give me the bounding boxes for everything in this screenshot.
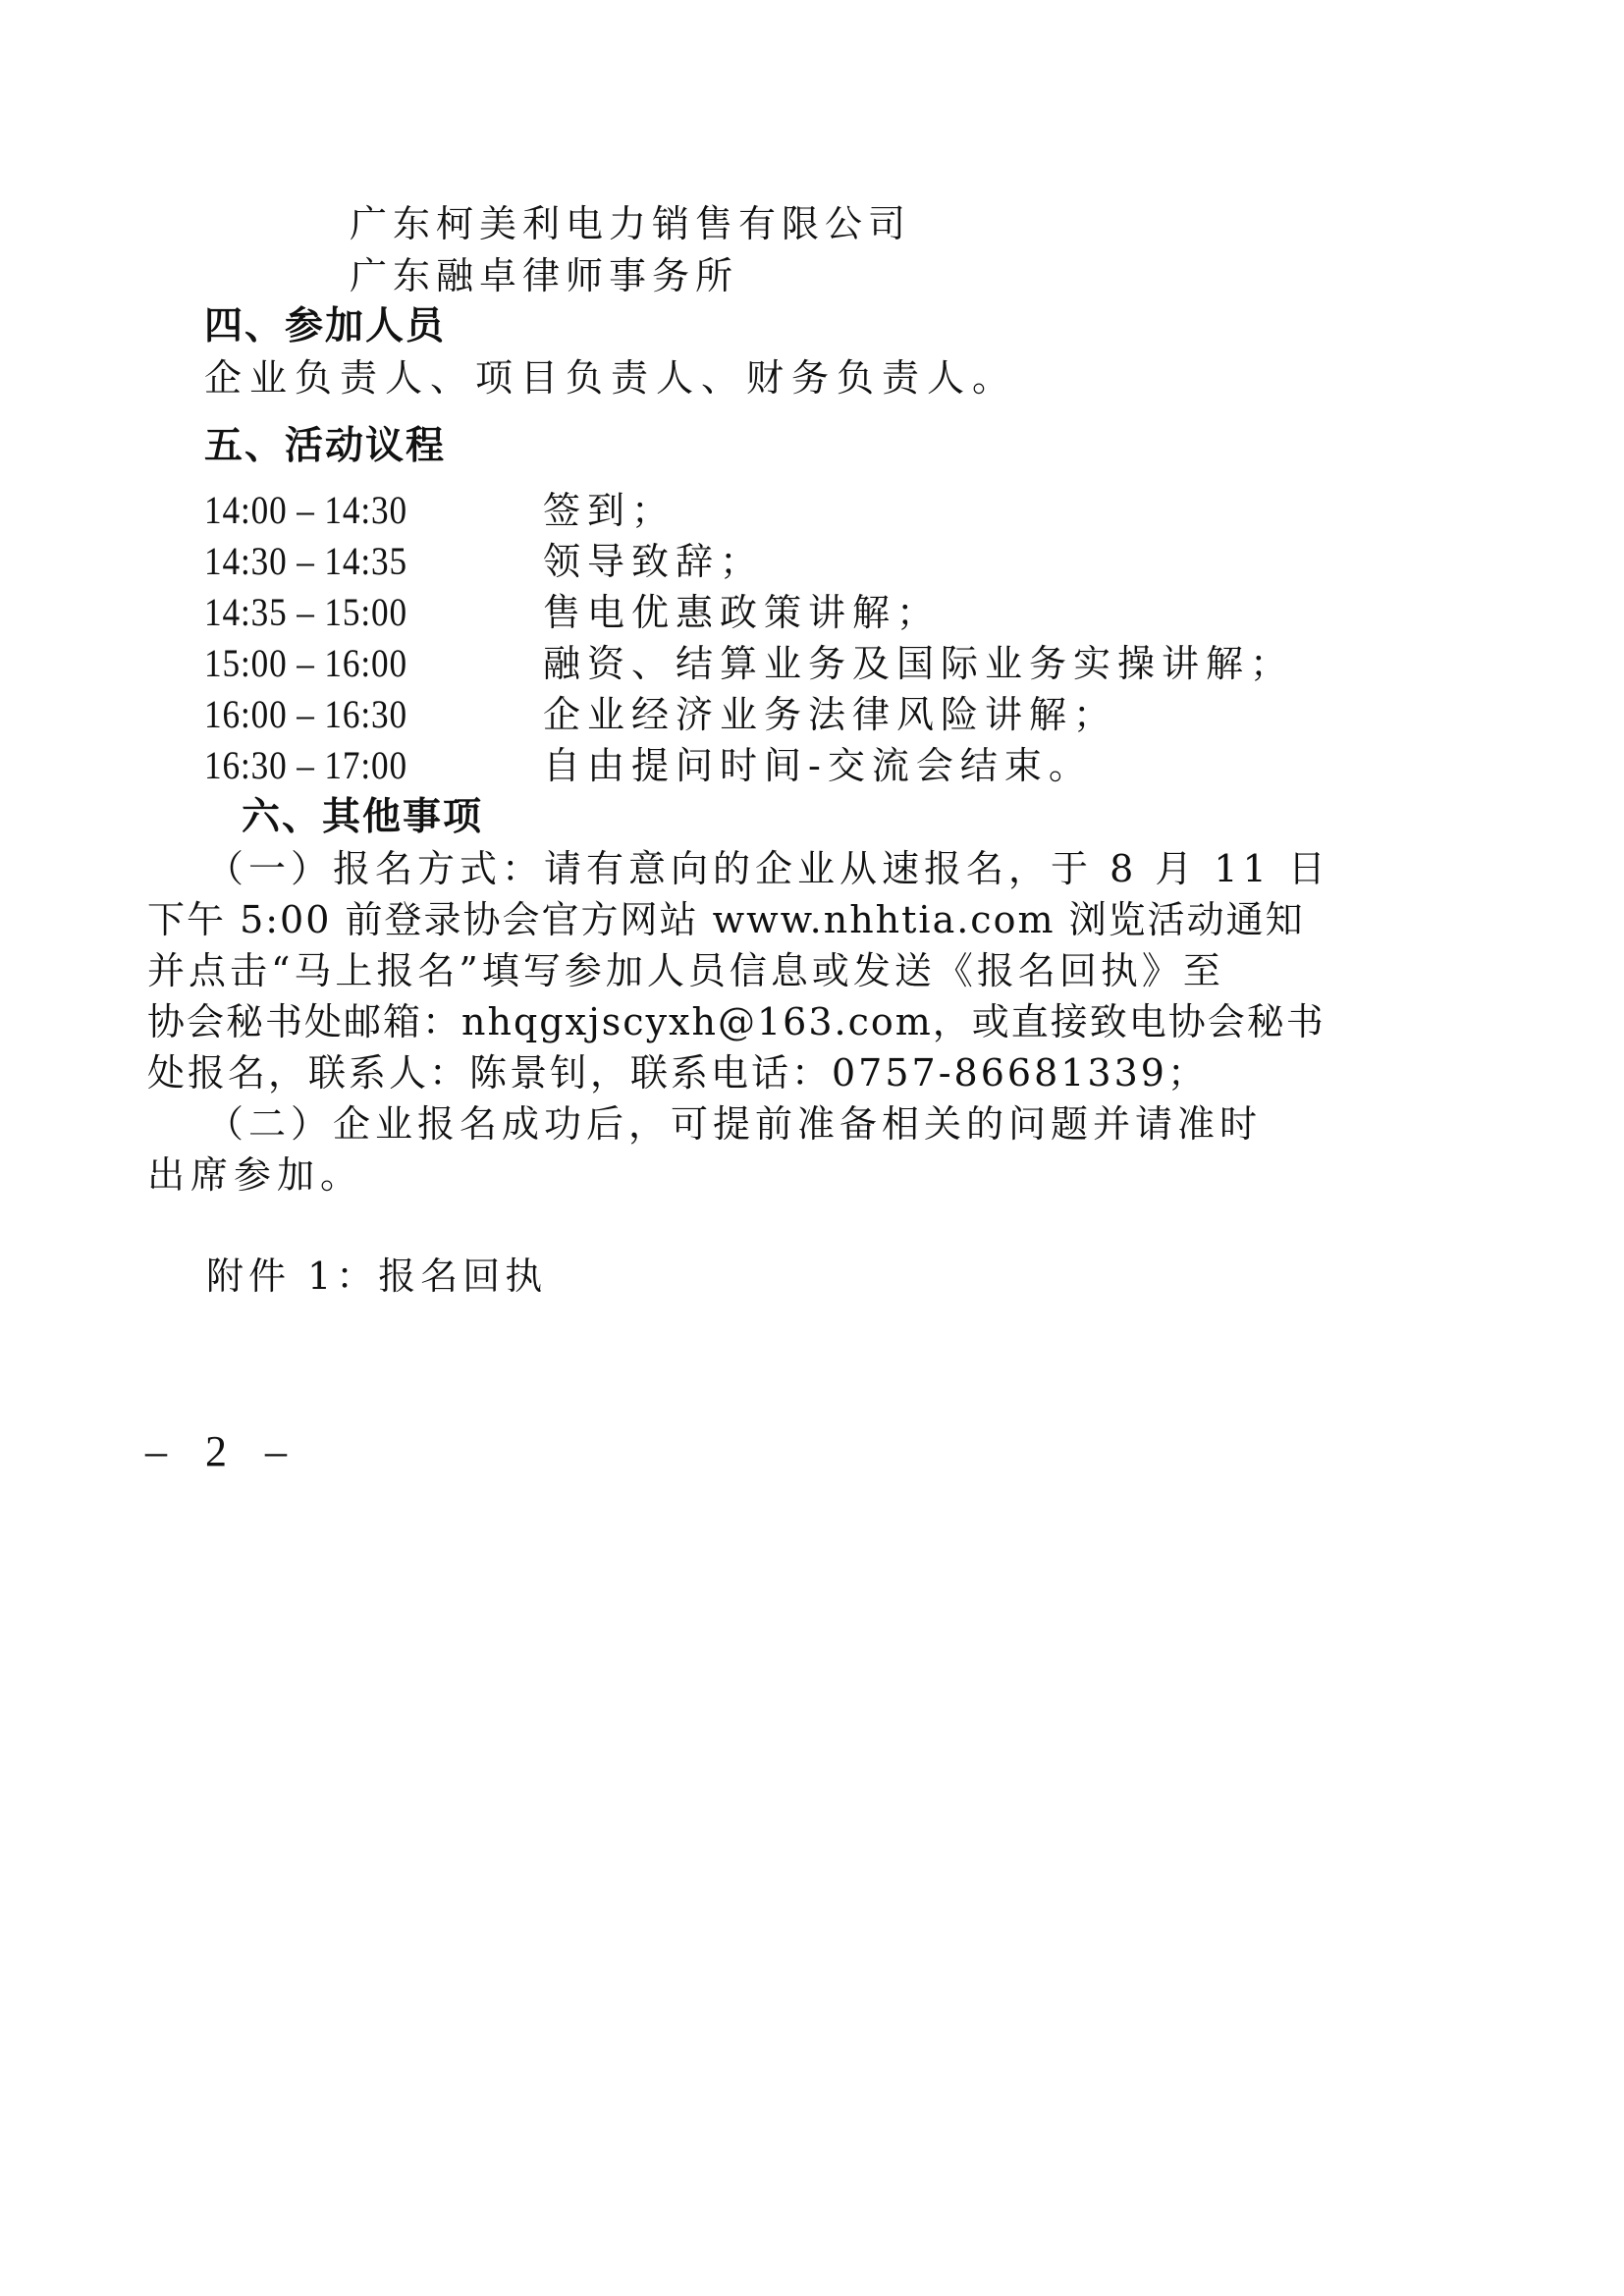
agenda-time: 14:30 – 14:35	[204, 539, 408, 583]
agenda-item: 企业经济业务法律风险讲解；	[543, 693, 1118, 736]
agenda-item: 签到；	[543, 489, 677, 532]
agenda-time: 14:35 – 15:00	[204, 590, 408, 634]
organizer-line-1: 广东柯美利电力销售有限公司	[350, 202, 912, 245]
agenda-row	[204, 641, 1294, 686]
agenda-row	[204, 488, 676, 533]
page-number: – 2 –	[145, 1427, 300, 1475]
paragraph-line: （一）报名方式：请有意向的企业从速报名，于 8 月 11 日	[206, 847, 1330, 890]
agenda-item: 领导致辞；	[543, 540, 765, 583]
agenda-row	[204, 692, 1117, 737]
agenda-item: 自由提问时间-交流会结束。	[543, 744, 1093, 787]
paragraph-line: 协会秘书处邮箱：nhqgxjscyxh@163.com，或直接致电协会秘书	[147, 1000, 1326, 1043]
agenda-time: 16:00 – 16:30	[204, 692, 408, 736]
organizer-line-2: 广东融卓律师事务所	[350, 254, 739, 297]
agenda-item: 售电优惠政策讲解；	[543, 591, 942, 634]
agenda-row	[204, 539, 764, 584]
agenda-time: 14:00 – 14:30	[204, 488, 408, 532]
attachment-label: 附件 1：报名回执	[206, 1255, 548, 1298]
paragraph-line: 并点击“马上报名”填写参加人员信息或发送《报名回执》至	[147, 949, 1224, 992]
paragraph-line: 处报名，联系人：陈景钊，联系电话：0757-86681339；	[147, 1051, 1208, 1095]
section-heading-agenda: 五、活动议程	[204, 424, 447, 468]
section-heading-other-matters: 六、其他事项	[242, 795, 484, 839]
agenda-row	[204, 590, 941, 635]
agenda-time: 15:00 – 16:00	[204, 641, 408, 685]
agenda-time: 16:30 – 17:00	[204, 743, 408, 787]
paragraph-line: 出席参加。	[147, 1153, 364, 1197]
participants-text: 企业负责人、项目负责人、财务负责人。	[204, 356, 1018, 400]
paragraph-line: 下午 5:00 前登录协会官方网站 www.nhhtia.com 浏览活动通知	[147, 898, 1305, 941]
agenda-row	[204, 743, 1093, 788]
section-heading-participants: 四、参加人员	[204, 304, 447, 348]
agenda-item: 融资、结算业务及国际业务实操讲解；	[543, 642, 1295, 685]
paragraph-line: （二）企业报名成功后，可提前准备相关的问题并请准时	[206, 1102, 1263, 1146]
